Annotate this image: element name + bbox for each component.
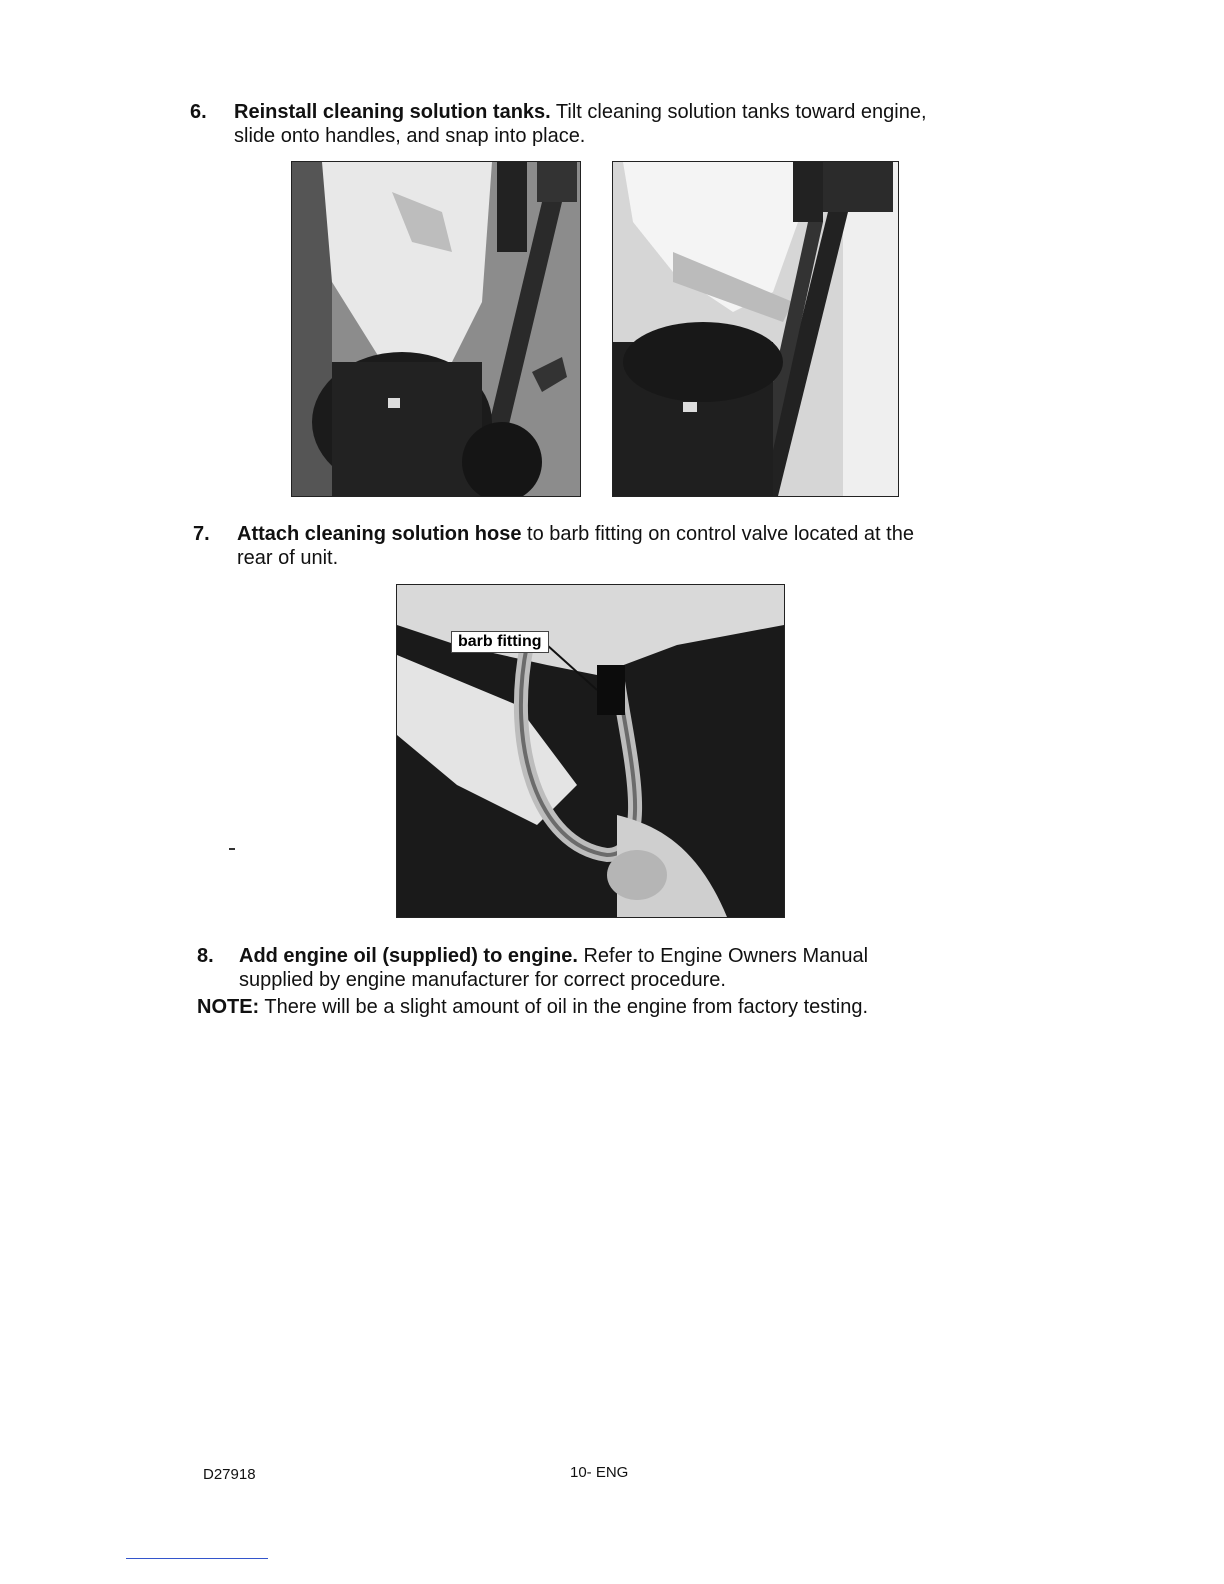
step-line-1: Refer to Engine Owners Manual — [577, 945, 869, 967]
photo-barb-fitting — [396, 584, 785, 918]
step-number: 6. — [190, 101, 207, 123]
step-line-2: rear of unit. — [237, 547, 339, 569]
step-line-1: Tilt cleaning solution tanks toward engine, — [550, 101, 927, 123]
step-title: Attach cleaning solution hose — [237, 523, 522, 545]
step-text — [234, 100, 994, 148]
page-number: 10- ENG — [570, 1464, 629, 1481]
step-line-2: supplied by engine manufacturer for correct procedure. — [239, 969, 726, 991]
step-number: 7. — [193, 523, 210, 545]
step-text — [237, 522, 997, 570]
barb-fitting-label: barb fitting — [451, 631, 549, 653]
footer-rule — [126, 1558, 268, 1559]
photo-tank-snap — [612, 161, 899, 497]
photo-tank-tilt — [291, 161, 581, 497]
step-line-1: to barb fitting on control valve located at the — [521, 523, 914, 545]
step-number: 8. — [197, 945, 214, 967]
note-label: NOTE: — [197, 996, 260, 1018]
step-title: Add engine oil (supplied) to engine. — [239, 945, 578, 967]
document-code: D27918 — [203, 1466, 256, 1483]
stray-mark — [229, 848, 235, 850]
step-title: Reinstall cleaning solution tanks. — [234, 101, 551, 123]
step-text — [239, 944, 999, 992]
step-line-2: slide onto handles, and snap into place. — [234, 125, 586, 147]
note — [197, 995, 868, 1019]
note-text: There will be a slight amount of oil in the engine from factory testing. — [259, 996, 869, 1018]
